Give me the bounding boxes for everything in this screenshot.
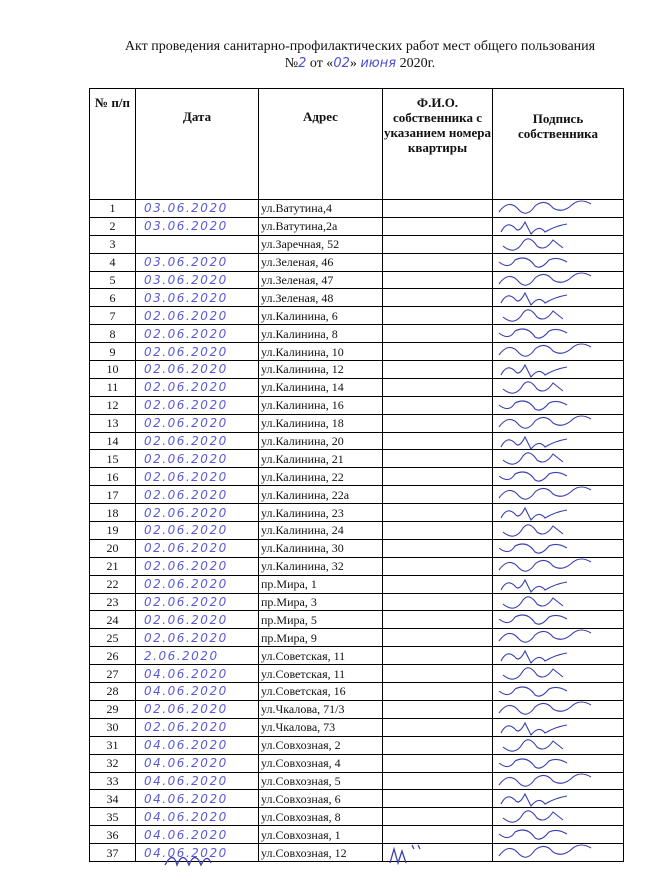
row-date: 04.06.2020 bbox=[136, 826, 259, 844]
row-address: ул.Чкалова, 71/3 bbox=[259, 700, 383, 718]
table-row bbox=[90, 271, 624, 289]
signature-scribble bbox=[495, 325, 615, 342]
row-number: 34 bbox=[90, 790, 136, 808]
signature-scribble bbox=[495, 468, 615, 485]
row-date: 02.06.2020 bbox=[136, 468, 259, 486]
row-signature bbox=[493, 647, 624, 665]
row-address: пр.Мира, 1 bbox=[259, 575, 383, 593]
table-row bbox=[90, 486, 624, 504]
handwritten-marks bbox=[150, 835, 550, 880]
row-number: 7 bbox=[90, 307, 136, 325]
row-number: 24 bbox=[90, 611, 136, 629]
table-row bbox=[90, 754, 624, 772]
row-address: ул.Совхозная, 6 bbox=[259, 790, 383, 808]
signature-scribble bbox=[495, 701, 615, 718]
row-signature bbox=[493, 486, 624, 504]
row-date: 2.06.2020 bbox=[136, 647, 259, 665]
signature-scribble bbox=[495, 433, 615, 450]
row-date: 03.06.2020 bbox=[136, 271, 259, 289]
row-address: пр.Мира, 9 bbox=[259, 629, 383, 647]
row-date: 04.06.2020 bbox=[136, 772, 259, 790]
row-number: 27 bbox=[90, 665, 136, 683]
row-number: 16 bbox=[90, 468, 136, 486]
row-date: 02.06.2020 bbox=[136, 557, 259, 575]
row-date: 03.06.2020 bbox=[136, 217, 259, 235]
row-signature bbox=[493, 772, 624, 790]
table-row bbox=[90, 235, 624, 253]
row-number: 1 bbox=[90, 200, 136, 218]
row-date: 02.06.2020 bbox=[136, 325, 259, 343]
table-header-row bbox=[90, 89, 624, 200]
row-signature bbox=[493, 450, 624, 468]
row-signature bbox=[493, 611, 624, 629]
signature-scribble bbox=[495, 629, 615, 646]
row-signature bbox=[493, 235, 624, 253]
row-owner bbox=[383, 700, 493, 718]
signature-scribble bbox=[495, 719, 615, 736]
row-number: 35 bbox=[90, 808, 136, 826]
row-owner bbox=[383, 468, 493, 486]
signature-scribble bbox=[495, 415, 615, 432]
row-date: 02.06.2020 bbox=[136, 611, 259, 629]
signature-scribble bbox=[495, 272, 615, 289]
table-row bbox=[90, 647, 624, 665]
signature-scribble bbox=[495, 504, 615, 521]
signature-scribble bbox=[495, 361, 615, 378]
row-address: пр.Мира, 5 bbox=[259, 611, 383, 629]
row-address: ул.Советская, 11 bbox=[259, 647, 383, 665]
row-address: ул.Заречная, 52 bbox=[259, 235, 383, 253]
row-date: 04.06.2020 bbox=[136, 665, 259, 683]
table-row bbox=[90, 718, 624, 736]
table-row bbox=[90, 378, 624, 396]
row-address: ул.Калинина, 32 bbox=[259, 557, 383, 575]
row-date: 02.06.2020 bbox=[136, 378, 259, 396]
row-address: ул.Совхозная, 1 bbox=[259, 826, 383, 844]
row-number: 20 bbox=[90, 539, 136, 557]
row-signature bbox=[493, 539, 624, 557]
row-date: 02.06.2020 bbox=[136, 414, 259, 432]
header-date: Дата bbox=[136, 89, 259, 200]
row-date: 02.06.2020 bbox=[136, 361, 259, 379]
row-signature bbox=[493, 522, 624, 540]
table-row bbox=[90, 557, 624, 575]
row-signature bbox=[493, 629, 624, 647]
table-row bbox=[90, 611, 624, 629]
row-owner bbox=[383, 557, 493, 575]
row-signature bbox=[493, 683, 624, 701]
row-owner bbox=[383, 575, 493, 593]
table-row bbox=[90, 307, 624, 325]
row-signature bbox=[493, 361, 624, 379]
table-row bbox=[90, 683, 624, 701]
row-signature bbox=[493, 593, 624, 611]
header-signature: Подпись собственника bbox=[493, 89, 624, 200]
row-signature bbox=[493, 754, 624, 772]
signature-scribble bbox=[495, 379, 615, 396]
row-date: 04.06.2020 bbox=[136, 736, 259, 754]
row-address: пр.Мира, 3 bbox=[259, 593, 383, 611]
table-row bbox=[90, 468, 624, 486]
table-row bbox=[90, 772, 624, 790]
row-number: 30 bbox=[90, 718, 136, 736]
row-owner bbox=[383, 432, 493, 450]
row-number: 18 bbox=[90, 504, 136, 522]
table-row bbox=[90, 504, 624, 522]
signature-scribble bbox=[495, 576, 615, 593]
row-signature bbox=[493, 396, 624, 414]
row-address: ул.Советская, 11 bbox=[259, 665, 383, 683]
signature-scribble bbox=[495, 289, 615, 306]
signature-scribble bbox=[495, 808, 615, 825]
row-signature bbox=[493, 414, 624, 432]
row-owner bbox=[383, 808, 493, 826]
signature-scribble bbox=[495, 594, 615, 611]
row-number: 19 bbox=[90, 522, 136, 540]
row-date: 04.06.2020 bbox=[136, 808, 259, 826]
row-address: ул.Калинина, 18 bbox=[259, 414, 383, 432]
signature-scribble bbox=[495, 450, 615, 467]
row-number: 8 bbox=[90, 325, 136, 343]
row-owner bbox=[383, 217, 493, 235]
row-signature bbox=[493, 700, 624, 718]
row-signature bbox=[493, 253, 624, 271]
row-address: ул.Совхозная, 2 bbox=[259, 736, 383, 754]
row-owner bbox=[383, 736, 493, 754]
row-signature bbox=[493, 504, 624, 522]
row-date: 02.06.2020 bbox=[136, 307, 259, 325]
row-address: ул.Зеленая, 48 bbox=[259, 289, 383, 307]
signature-scribble bbox=[495, 486, 615, 503]
row-owner bbox=[383, 450, 493, 468]
signature-scribble bbox=[495, 307, 615, 324]
signature-scribble bbox=[495, 522, 615, 539]
row-signature bbox=[493, 307, 624, 325]
row-date: 02.06.2020 bbox=[136, 450, 259, 468]
row-address: ул.Советская, 16 bbox=[259, 683, 383, 701]
act-year: 2020г. bbox=[396, 56, 436, 71]
table-row bbox=[90, 522, 624, 540]
row-date: 02.06.2020 bbox=[136, 432, 259, 450]
row-address: ул.Совхозная, 5 bbox=[259, 772, 383, 790]
table-row bbox=[90, 289, 624, 307]
row-signature bbox=[493, 343, 624, 361]
row-date: 02.06.2020 bbox=[136, 575, 259, 593]
header-address: Адрес bbox=[259, 89, 383, 200]
row-date: 04.06.2020 bbox=[136, 844, 259, 862]
row-signature bbox=[493, 557, 624, 575]
row-number: 12 bbox=[90, 396, 136, 414]
row-date: 02.06.2020 bbox=[136, 486, 259, 504]
row-address: ул.Совхозная, 4 bbox=[259, 754, 383, 772]
row-owner bbox=[383, 414, 493, 432]
row-number: 33 bbox=[90, 772, 136, 790]
row-owner bbox=[383, 772, 493, 790]
table-row bbox=[90, 414, 624, 432]
works-table bbox=[89, 88, 624, 862]
row-owner bbox=[383, 754, 493, 772]
row-number: 36 bbox=[90, 826, 136, 844]
table-row bbox=[90, 575, 624, 593]
row-signature bbox=[493, 200, 624, 218]
table-row bbox=[90, 325, 624, 343]
row-signature bbox=[493, 217, 624, 235]
row-owner bbox=[383, 271, 493, 289]
signature-scribble bbox=[495, 200, 615, 217]
row-owner bbox=[383, 665, 493, 683]
row-owner bbox=[383, 683, 493, 701]
row-number: 3 bbox=[90, 235, 136, 253]
row-signature bbox=[493, 325, 624, 343]
row-signature bbox=[493, 575, 624, 593]
row-date: 02.06.2020 bbox=[136, 522, 259, 540]
table-row bbox=[90, 432, 624, 450]
row-owner bbox=[383, 396, 493, 414]
row-address: ул.Ватутина,4 bbox=[259, 200, 383, 218]
table-row bbox=[90, 593, 624, 611]
row-number: 26 bbox=[90, 647, 136, 665]
row-number: 21 bbox=[90, 557, 136, 575]
act-number-prefix: № bbox=[284, 56, 299, 71]
signature-scribble bbox=[495, 737, 615, 754]
table-row bbox=[90, 736, 624, 754]
signature-scribble bbox=[495, 773, 615, 790]
row-address: ул.Калинина, 6 bbox=[259, 307, 383, 325]
table-row bbox=[90, 665, 624, 683]
table-row bbox=[90, 808, 624, 826]
row-address: ул.Калинина, 20 bbox=[259, 432, 383, 450]
row-number: 28 bbox=[90, 683, 136, 701]
row-date: 02.06.2020 bbox=[136, 504, 259, 522]
row-address: ул.Зеленая, 47 bbox=[259, 271, 383, 289]
row-date: 03.06.2020 bbox=[136, 253, 259, 271]
row-owner bbox=[383, 378, 493, 396]
row-owner bbox=[383, 629, 493, 647]
signature-scribble bbox=[495, 558, 615, 575]
row-number: 32 bbox=[90, 754, 136, 772]
table-row bbox=[90, 361, 624, 379]
row-owner bbox=[383, 522, 493, 540]
header-num: № п/п bbox=[90, 89, 136, 200]
row-signature bbox=[493, 432, 624, 450]
row-number: 25 bbox=[90, 629, 136, 647]
row-date: 02.06.2020 bbox=[136, 700, 259, 718]
title-line-2 bbox=[80, 55, 640, 72]
signature-scribble bbox=[495, 236, 615, 253]
header-owner: Ф.И.О. собственника с указанием номера квартиры bbox=[383, 89, 493, 200]
row-number: 31 bbox=[90, 736, 136, 754]
signature-scribble bbox=[495, 397, 615, 414]
row-owner bbox=[383, 486, 493, 504]
row-date: 02.06.2020 bbox=[136, 629, 259, 647]
table-row bbox=[90, 790, 624, 808]
row-date: 02.06.2020 bbox=[136, 396, 259, 414]
row-date: 03.06.2020 bbox=[136, 289, 259, 307]
row-number: 4 bbox=[90, 253, 136, 271]
row-owner bbox=[383, 647, 493, 665]
row-owner bbox=[383, 790, 493, 808]
row-signature bbox=[493, 808, 624, 826]
row-owner bbox=[383, 361, 493, 379]
table-row bbox=[90, 539, 624, 557]
row-owner bbox=[383, 289, 493, 307]
from-text: от « bbox=[306, 56, 334, 71]
table-row bbox=[90, 629, 624, 647]
signature-scribble bbox=[495, 218, 615, 235]
signature-scribble bbox=[495, 254, 615, 271]
table-row bbox=[90, 700, 624, 718]
row-address: ул.Калинина, 30 bbox=[259, 539, 383, 557]
row-date: 02.06.2020 bbox=[136, 718, 259, 736]
row-signature bbox=[493, 378, 624, 396]
document-title bbox=[80, 38, 640, 72]
row-address: ул.Совхозная, 8 bbox=[259, 808, 383, 826]
row-number: 29 bbox=[90, 700, 136, 718]
row-number: 13 bbox=[90, 414, 136, 432]
row-number: 6 bbox=[90, 289, 136, 307]
row-date: 04.06.2020 bbox=[136, 790, 259, 808]
row-address: ул.Калинина, 24 bbox=[259, 522, 383, 540]
row-signature bbox=[493, 736, 624, 754]
row-address: ул.Зеленая, 46 bbox=[259, 253, 383, 271]
table-row bbox=[90, 217, 624, 235]
row-signature bbox=[493, 790, 624, 808]
row-number: 15 bbox=[90, 450, 136, 468]
row-owner bbox=[383, 539, 493, 557]
signature-scribble bbox=[495, 343, 615, 360]
row-owner bbox=[383, 593, 493, 611]
act-month: июня bbox=[360, 56, 397, 71]
row-owner bbox=[383, 307, 493, 325]
act-day: 02 bbox=[333, 56, 350, 71]
row-owner bbox=[383, 343, 493, 361]
row-date bbox=[136, 235, 259, 253]
row-number: 10 bbox=[90, 361, 136, 379]
row-owner bbox=[383, 253, 493, 271]
row-date: 02.06.2020 bbox=[136, 593, 259, 611]
signature-scribble bbox=[495, 665, 615, 682]
table-row bbox=[90, 253, 624, 271]
signature-scribble bbox=[495, 755, 615, 772]
signature-scribble bbox=[495, 540, 615, 557]
signature-scribble bbox=[495, 790, 615, 807]
row-owner bbox=[383, 200, 493, 218]
act-number: 2 bbox=[298, 56, 307, 71]
signature-scribble bbox=[495, 611, 615, 628]
title-line-1: Акт проведения санитарно-профилактических работ мест общего пользования bbox=[124, 39, 596, 54]
table-row bbox=[90, 343, 624, 361]
row-address: ул.Калинина, 23 bbox=[259, 504, 383, 522]
row-date: 04.06.2020 bbox=[136, 683, 259, 701]
row-address: ул.Ватутина,2а bbox=[259, 217, 383, 235]
row-date: 02.06.2020 bbox=[136, 539, 259, 557]
row-number: 37 bbox=[90, 844, 136, 862]
table-row bbox=[90, 450, 624, 468]
row-owner bbox=[383, 325, 493, 343]
row-owner bbox=[383, 718, 493, 736]
row-signature bbox=[493, 468, 624, 486]
row-address: ул.Калинина, 22 bbox=[259, 468, 383, 486]
row-number: 23 bbox=[90, 593, 136, 611]
row-number: 11 bbox=[90, 378, 136, 396]
row-number: 5 bbox=[90, 271, 136, 289]
row-date: 04.06.2020 bbox=[136, 754, 259, 772]
row-owner bbox=[383, 235, 493, 253]
row-signature bbox=[493, 289, 624, 307]
table-row bbox=[90, 200, 624, 218]
row-address: ул.Калинина, 8 bbox=[259, 325, 383, 343]
row-number: 17 bbox=[90, 486, 136, 504]
row-address: ул.Калинина, 14 bbox=[259, 378, 383, 396]
row-owner bbox=[383, 504, 493, 522]
row-signature bbox=[493, 271, 624, 289]
row-signature bbox=[493, 665, 624, 683]
row-number: 9 bbox=[90, 343, 136, 361]
table-row bbox=[90, 396, 624, 414]
row-address: ул.Чкалова, 73 bbox=[259, 718, 383, 736]
row-number: 22 bbox=[90, 575, 136, 593]
table-body bbox=[90, 200, 624, 862]
signature-scribble bbox=[495, 647, 615, 664]
row-date: 03.06.2020 bbox=[136, 200, 259, 218]
close-quote: » bbox=[349, 56, 361, 71]
row-signature bbox=[493, 718, 624, 736]
row-date: 02.06.2020 bbox=[136, 343, 259, 361]
row-address: ул.Совхозная, 12 bbox=[259, 844, 383, 862]
row-address: ул.Калинина, 10 bbox=[259, 343, 383, 361]
row-owner bbox=[383, 611, 493, 629]
row-number: 2 bbox=[90, 217, 136, 235]
row-address: ул.Калинина, 16 bbox=[259, 396, 383, 414]
signature-scribble bbox=[495, 683, 615, 700]
row-number: 14 bbox=[90, 432, 136, 450]
row-address: ул.Калинина, 21 bbox=[259, 450, 383, 468]
row-address: ул.Калинина, 22а bbox=[259, 486, 383, 504]
row-address: ул.Калинина, 12 bbox=[259, 361, 383, 379]
